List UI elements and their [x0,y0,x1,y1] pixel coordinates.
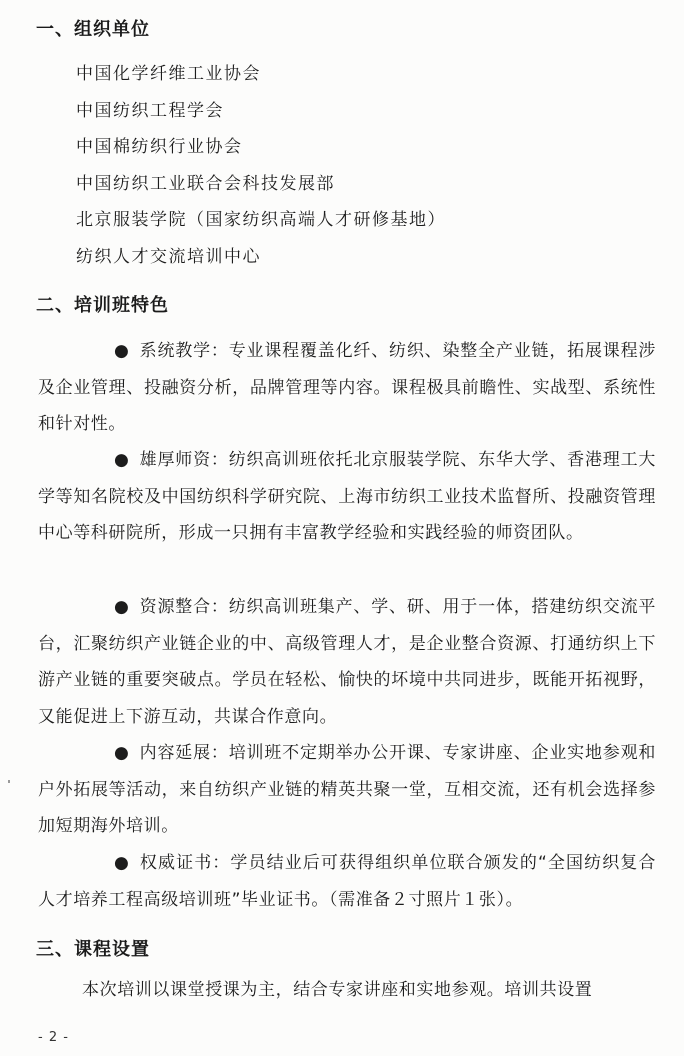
feature-paragraph-certificate [38,845,656,918]
feature-paragraph-faculty [38,442,656,552]
feature-paragraph-resources [38,589,656,735]
organizer-item: 中国化学纤维工业协会 [76,64,261,84]
feature-text: 权威证书：学员结业后可获得组织单位联合颁发的“全国纺织复合人才培养工程高级培训班”毕业证书。（需准备２寸照片１张）。 [38,853,656,910]
feature-text: 内容延展：培训班不定期举办公开课、专家讲座、企业实地参观和户外拓展等活动，来自纺织产业链的精英共聚一堂，互相交流，还有机会选择参加短期海外培训。 [38,743,656,837]
organizer-list [76,62,446,282]
bullet-icon: ● [114,450,130,470]
organizer-item: 中国纺织工业联合会科技发展部 [76,173,335,194]
organizer-item: 纺织人才交流培训中心 [76,246,261,267]
feature-text: 雄厚师资：纺织高训班依托北京服装学院、东华大学、香港理工大学等知名院校及中国纺织科学研究院、上海市纺织工业技术监督所、投融资管理中心等科研院所，形成一只拥有丰富教学经验和实践经验的师资团队。 [38,450,656,544]
feature-paragraph-teaching [38,333,656,443]
feature-text: 系统教学：专业课程覆盖化纤、纺织、染整全产业链，拓展课程涉及企业管理、投融资分析，品牌管理等内容。课程极具前瞻性、实战型、系统性和针对性。 [38,341,656,435]
bullet-icon: ● [114,743,130,763]
section-heading-organizers: 一、组织单位 [36,19,150,40]
section-heading-courses: 三、课程设置 [36,939,150,960]
organizer-item: 中国棉纺织行业协会 [76,137,243,158]
feature-text: 资源整合：纺织高训班集产、学、研、用于一体，搭建纺织交流平台，汇聚纺织产业链企业的中、高级管理人才，是企业整合资源、打通纺织上下游产业链的重要突破点。学员在轻松、愉快的坏境中共同进步，既能开拓视野，又能促进上下游互动，共谋合作意向。 [38,597,656,727]
page-number: - 2 - [38,1030,69,1045]
scan-speck [8,780,10,783]
organizer-item: 中国纺织工程学会 [76,100,224,121]
bullet-icon: ● [114,597,130,617]
organizer-item: 北京服装学院（国家纺织高端人才研修基地） [76,210,446,231]
bullet-icon: ● [114,853,130,873]
section-heading-features: 二、培训班特色 [36,295,169,316]
course-intro-text: 本次培训以课堂授课为主，结合专家讲座和实地参观。培训共设置 [82,980,593,1000]
bullet-icon: ● [114,341,130,361]
feature-paragraph-extension [38,735,656,845]
